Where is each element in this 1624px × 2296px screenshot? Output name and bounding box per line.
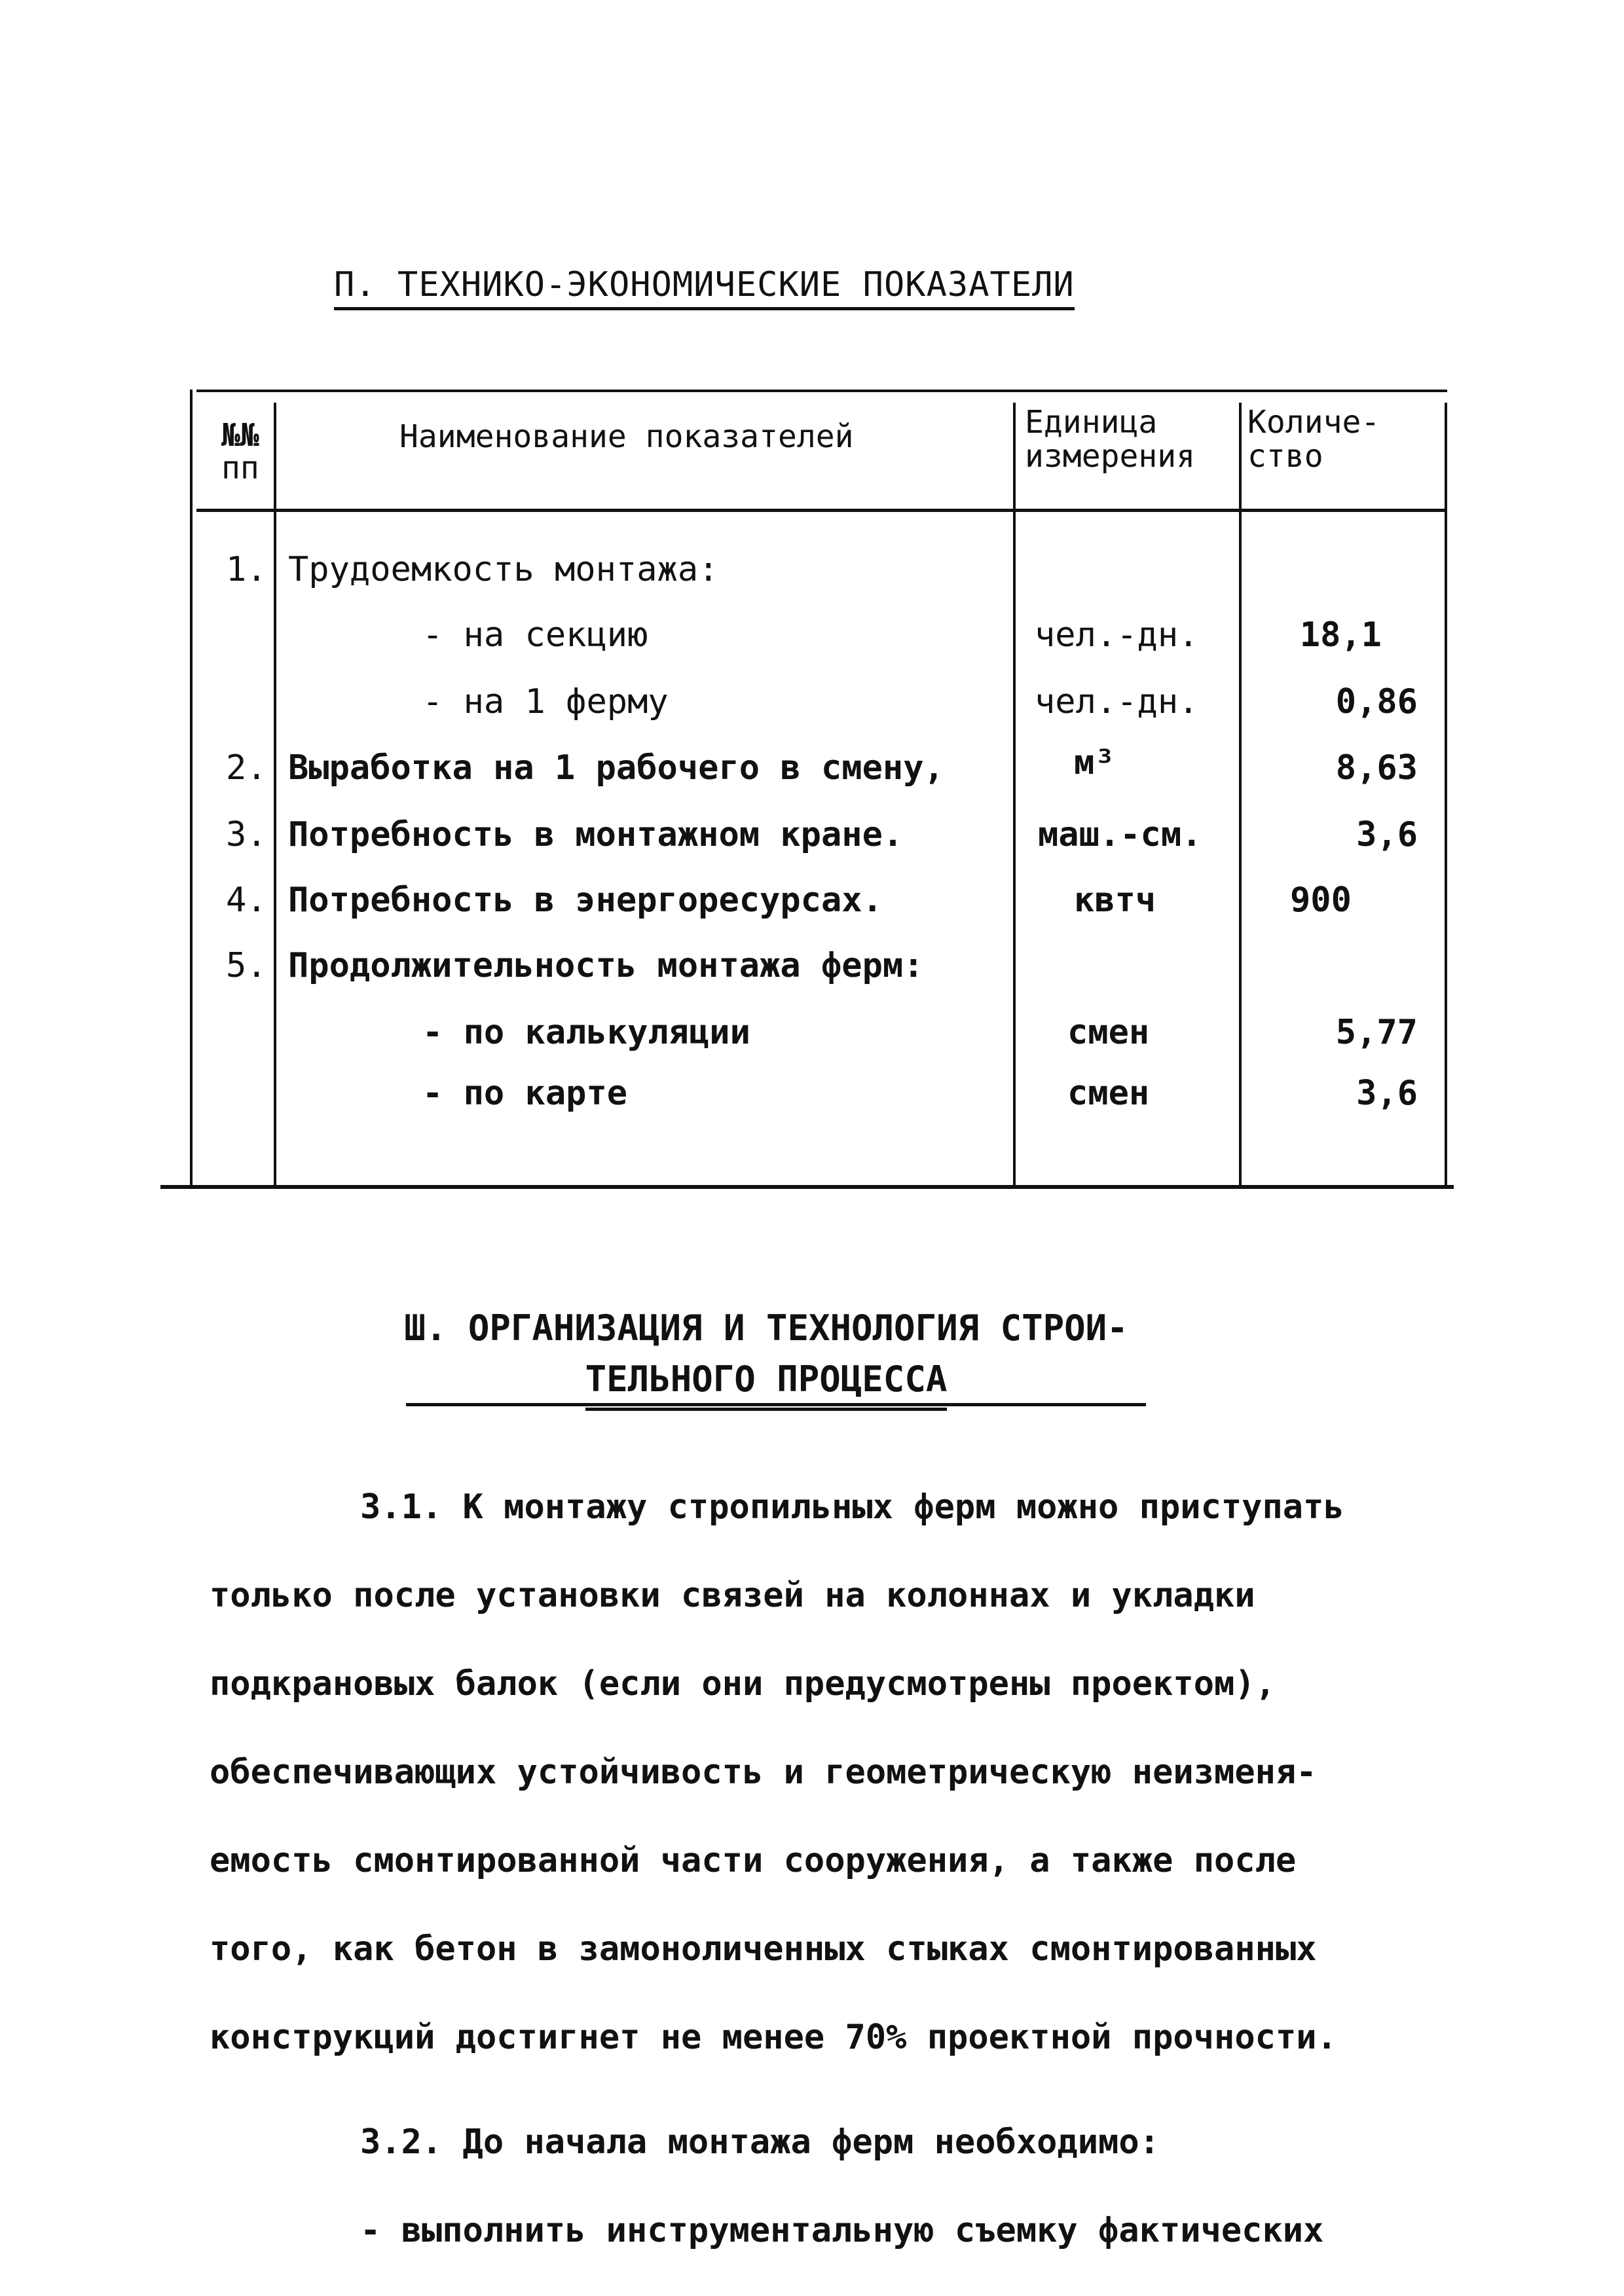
table-col-divider-3	[1239, 403, 1242, 1189]
row-1-num: 1.	[226, 550, 267, 589]
paragraph-line: обеспечивающих устойчивость и геометрическую неизменя-	[210, 1753, 1317, 1792]
row-1a-unit: чел.-дн.	[1035, 615, 1199, 655]
paragraph-line: конструкций достигнет не менее 70% проектной прочности.	[210, 2018, 1337, 2057]
paragraph-line: 3.2. До начала монтажа ферм необходимо:	[360, 2123, 1160, 2162]
paragraph-3-2	[210, 2098, 1454, 2275]
indicators-table	[190, 390, 1454, 1192]
row-2-name: Выработка на 1 рабочего в смену,	[288, 748, 944, 788]
header-unit-line1: Единица	[1025, 404, 1158, 441]
paragraph-line: подкрановых балок (если они предусмотрены проектом),	[210, 1664, 1276, 1704]
row-1b-unit: чел.-дн.	[1035, 682, 1199, 721]
row-4-name: Потребность в энергоресурсах.	[288, 881, 883, 920]
row-1b-name: - на 1 ферму	[422, 682, 669, 721]
row-5b-qty: 3,6	[1356, 1074, 1418, 1113]
paragraph-line: 3.1. К монтажу стропильных ферм можно приступать	[360, 1487, 1344, 1527]
row-3-name: Потребность в монтажном кране.	[288, 815, 904, 854]
header-name: Наименование показателей	[399, 418, 854, 455]
row-5a-qty: 5,77	[1335, 1013, 1418, 1052]
section-2-title: П. ТЕХНИКО-ЭКОНОМИЧЕСКИЕ ПОКАЗАТЕЛИ	[334, 265, 1075, 310]
row-5a-name: - по калькуляции	[422, 1013, 750, 1052]
paragraph-line: того, как бетон в замоноличенных стыках смонтированных	[210, 1929, 1317, 1969]
section-3-title	[380, 1303, 1153, 1411]
table-top-rule	[196, 390, 1447, 392]
row-3-qty: 3,6	[1356, 815, 1418, 854]
row-2-qty: 8,63	[1335, 748, 1418, 788]
table-right-border	[1445, 403, 1447, 1189]
row-4-num: 4.	[226, 881, 267, 920]
paragraph-line: - выполнить инструментальную съемку фактических	[360, 2211, 1324, 2250]
row-1-name: Трудоемкость монтажа:	[288, 550, 719, 589]
row-5-num: 5.	[226, 946, 267, 985]
row-5b-unit: смен	[1067, 1074, 1150, 1113]
row-2-num: 2.	[226, 748, 267, 788]
row-3-num: 3.	[226, 815, 267, 854]
row-3-unit: маш.-см.	[1038, 815, 1202, 854]
row-5b-name: - по карте	[422, 1074, 628, 1113]
section-3-title-line2: ТЕЛЬНОГО ПРОЦЕССА	[585, 1354, 948, 1411]
row-4-qty: 900	[1290, 881, 1352, 920]
header-unit-line2: измерения	[1025, 438, 1196, 475]
section-3-underline	[406, 1403, 1146, 1406]
row-1a-name: - на секцию	[422, 615, 648, 655]
header-num-line2: пп	[221, 450, 259, 486]
section-3-title-line1: Ш. ОРГАНИЗАЦИЯ И ТЕХНОЛОГИЯ СТРОИ-	[404, 1307, 1128, 1349]
row-1b-qty: 0,86	[1335, 682, 1418, 721]
paragraph-line: только после установки связей на колоннах и укладки	[210, 1576, 1255, 1615]
row-4-unit: квтч	[1074, 881, 1156, 920]
header-qty-line2: ство	[1247, 438, 1323, 475]
table-left-border	[190, 390, 193, 1189]
row-1a-qty: 18,1	[1299, 615, 1382, 655]
row-2-unit: м³	[1074, 743, 1115, 782]
row-5-name: Продолжительность монтажа ферм:	[288, 946, 924, 985]
table-header-rule	[196, 509, 1447, 512]
table-col-divider-2	[1013, 403, 1016, 1189]
paragraph-3-1	[210, 1463, 1454, 2082]
header-qty-line1: Количе-	[1247, 404, 1380, 441]
paragraph-line: емость смонтированной части сооружения, а также после	[210, 1841, 1297, 1880]
header-num-line1: №№	[221, 417, 259, 454]
table-col-divider-1	[274, 403, 276, 1189]
row-5a-unit: смен	[1067, 1013, 1150, 1052]
table-bottom-rule	[160, 1185, 1454, 1189]
